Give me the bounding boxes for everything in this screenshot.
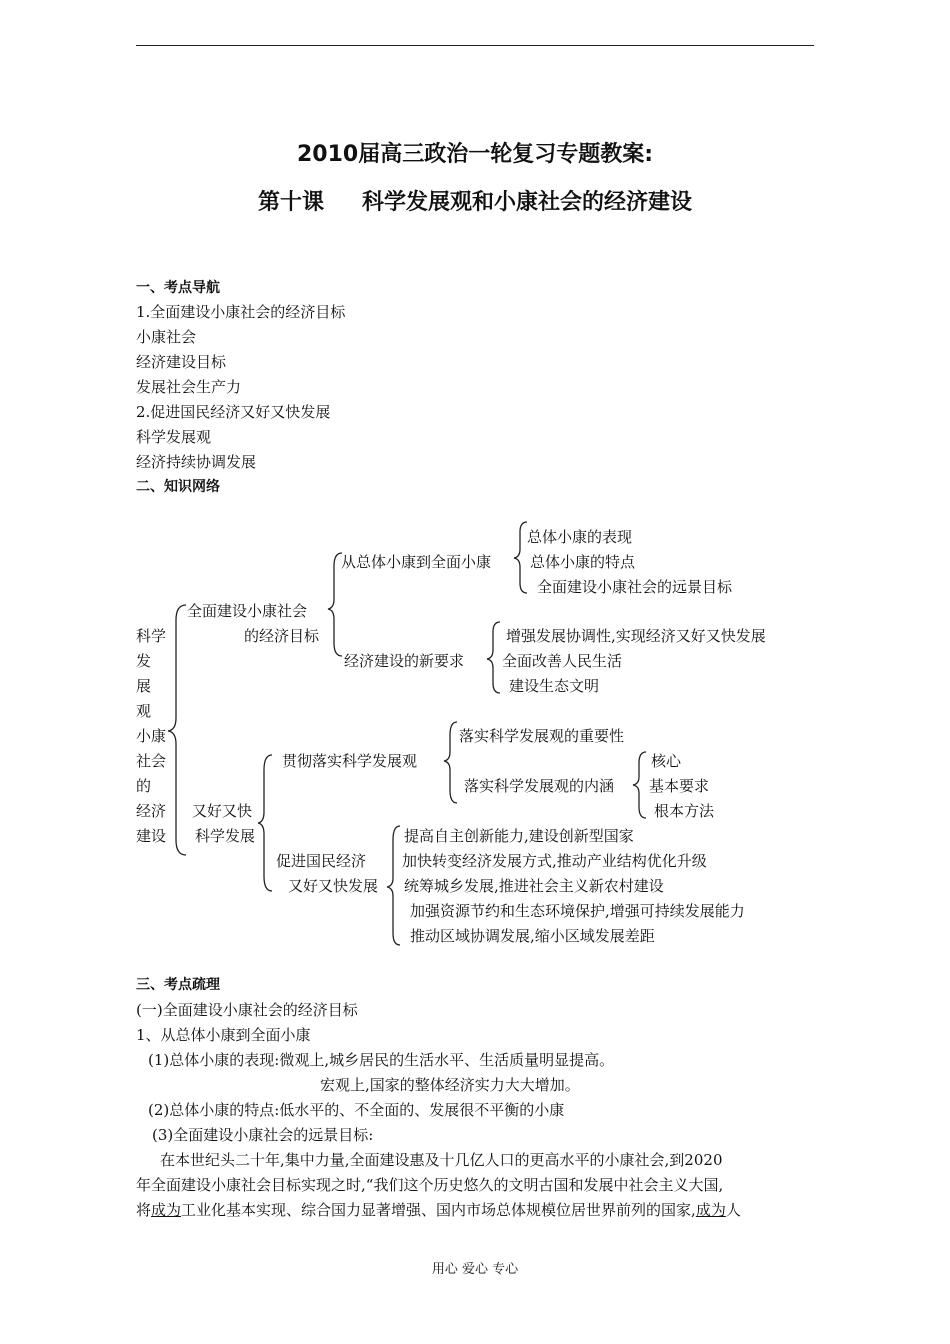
map-leaf: 加强资源节约和生态环境保护,增强可持续发展能力 xyxy=(410,902,745,920)
map-branch-b: 科学发展 xyxy=(195,827,256,845)
map-leaf: 总体小康的特点 xyxy=(530,553,636,571)
map-branch-b2: 促进国民经济 xyxy=(276,852,367,870)
paragraph-line: 将成为工业化基本实现、综合国力显著增强、国内市场总体规模位居世界前列的国家,成为人 xyxy=(136,1201,741,1219)
map-root-line: 观 xyxy=(136,702,152,720)
page-footer: 用心 爱心 专心 xyxy=(431,1262,519,1277)
paragraph-line: 在本世纪头二十年,集中力量,全面建设惠及十几亿人口的更高水平的小康社会,到2020 xyxy=(160,1151,723,1169)
map-leaf: 增强发展协调性,实现经济又好又快发展 xyxy=(506,627,766,645)
map-branch-a2: 经济建设的新要求 xyxy=(344,652,465,670)
map-branch-b: 又好又快 xyxy=(192,802,253,820)
map-branch-a: 的经济目标 xyxy=(244,627,320,645)
paragraph-line: 年全面建设小康社会目标实现之时,“我们这个历史悠久的文明古国和发展中社会主义大国, xyxy=(136,1176,724,1194)
map-branch-b1: 贯彻落实科学发展观 xyxy=(282,752,418,770)
nav-item: 经济建设目标 xyxy=(136,353,227,371)
map-leaf: 全面改善人民生活 xyxy=(502,652,623,670)
subheading: (一)全面建设小康社会的经济目标 xyxy=(136,1001,358,1019)
brace-root xyxy=(168,605,186,855)
brace-branch-b1 xyxy=(444,722,457,803)
map-leaf: 全面建设小康社会的远景目标 xyxy=(537,578,733,596)
map-root-line: 经济 xyxy=(136,802,167,820)
nav-item: 经济持续协调发展 xyxy=(136,453,257,471)
map-leaf: 落实科学发展观的重要性 xyxy=(459,727,625,745)
map-leaf: 根本方法 xyxy=(654,802,715,820)
brace-branch-a2 xyxy=(487,622,500,693)
map-root-line: 社会 xyxy=(136,752,167,770)
nav-item: 1.全面建设小康社会的经济目标 xyxy=(136,303,346,321)
map-leaf: 基本要求 xyxy=(649,777,710,795)
map-root-line: 小康 xyxy=(136,727,167,745)
map-leaf: 统筹城乡发展,推进社会主义新农村建设 xyxy=(404,877,664,895)
map-leaf: 总体小康的表现 xyxy=(527,528,633,546)
doc-title: 2010届高三政治一轮复习专题教案: xyxy=(296,142,654,167)
brace-branch-b1-sub xyxy=(633,752,646,818)
lesson-title: 第十课 科学发展观和小康社会的经济建设 xyxy=(257,190,693,215)
section-heading-3: 三、考点疏理 xyxy=(136,977,220,993)
brace-branch-a xyxy=(328,553,342,656)
brace-branch-b2 xyxy=(387,826,400,945)
map-root-line: 展 xyxy=(136,677,152,695)
section-heading-2: 二、知识网络 xyxy=(136,479,220,495)
brace-branch-b xyxy=(258,755,272,891)
map-leaf: 推动区域协调发展,缩小区域发展差距 xyxy=(410,927,655,945)
map-branch-a: 全面建设小康社会 xyxy=(187,602,308,620)
nav-item: 小康社会 xyxy=(136,328,197,346)
map-root-line: 发 xyxy=(136,652,152,670)
nav-item: 2.促进国民经济又好又快发展 xyxy=(136,403,331,421)
map-branch-b2: 又好又快发展 xyxy=(288,877,379,895)
map-leaf: 核心 xyxy=(651,752,682,770)
map-root-line: 的 xyxy=(136,777,152,795)
point-heading: 1、从总体小康到全面小康 xyxy=(136,1026,311,1044)
map-root-line: 建设 xyxy=(136,827,167,845)
point-text: 宏观上,国家的整体经济实力大大增加。 xyxy=(320,1076,580,1094)
point-text: (2)总体小康的特点:低水平的、不全面的、发展很不平衡的小康 xyxy=(148,1101,565,1119)
point-text: (3)全面建设小康社会的远景目标: xyxy=(152,1126,374,1144)
nav-item: 科学发展观 xyxy=(136,428,212,446)
header-rule xyxy=(136,45,814,46)
map-leaf: 建设生态文明 xyxy=(509,677,600,695)
map-leaf: 提高自主创新能力,建设创新型国家 xyxy=(404,827,634,845)
map-branch-a1: 从总体小康到全面小康 xyxy=(341,553,492,571)
map-leaf: 加快转变经济发展方式,推动产业结构优化升级 xyxy=(402,852,707,870)
point-text: (1)总体小康的表现:微观上,城乡居民的生活水平、生活质量明显提高。 xyxy=(148,1051,615,1069)
map-leaf: 落实科学发展观的内涵 xyxy=(464,777,615,795)
nav-item: 发展社会生产力 xyxy=(136,378,242,396)
brace-branch-a1 xyxy=(514,522,527,593)
section-heading-1: 一、考点导航 xyxy=(136,280,220,296)
map-root-line: 科学 xyxy=(136,627,167,645)
